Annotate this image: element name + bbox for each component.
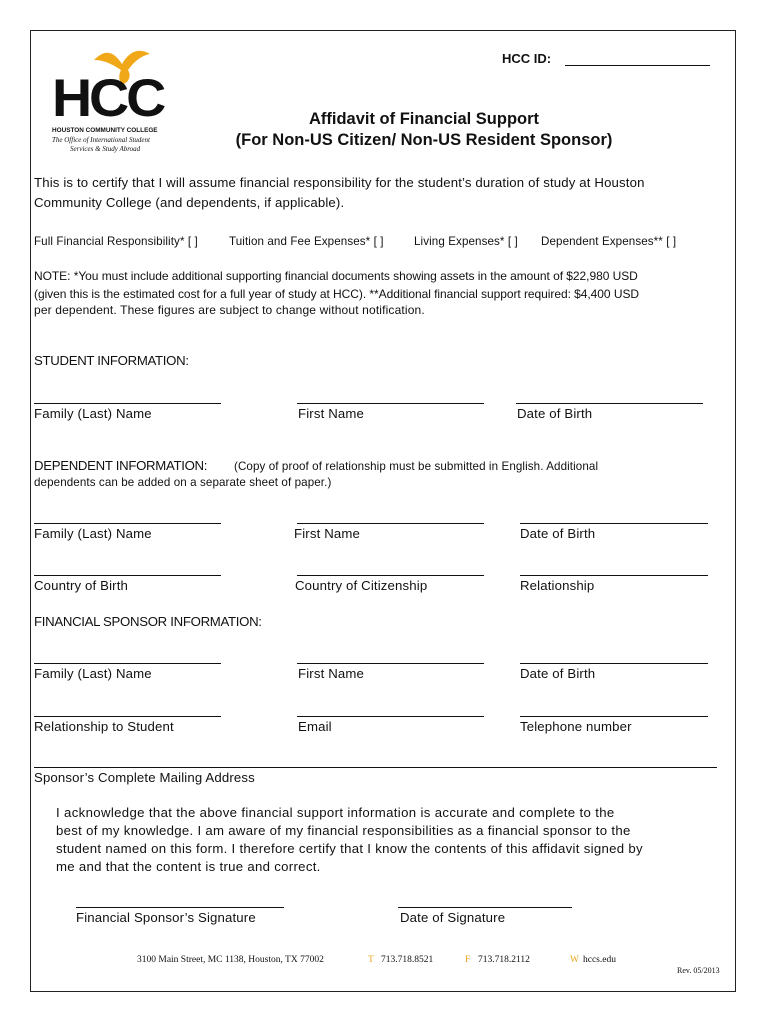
footer-fax-letter: F	[465, 955, 471, 965]
student-first-name-label: First Name	[298, 406, 364, 421]
dependent-relationship-label: Relationship	[520, 578, 595, 593]
form-subtitle: (For Non-US Citizen/ Non-US Resident Sponsor)	[235, 131, 613, 149]
form-title: Affidavit of Financial Support	[308, 110, 540, 128]
dependent-first-name-label: First Name	[294, 526, 360, 541]
acknowledge-line-2: best of my knowledge. I am aware of my financial responsibilities as a financial sponsor to the	[56, 823, 631, 838]
sponsor-relationship-field[interactable]	[34, 716, 221, 717]
dependent-note-line-2: dependents can be added on a separate sheet of paper.)	[34, 476, 332, 489]
sponsor-phone-field[interactable]	[520, 716, 708, 717]
sponsor-signature-label: Financial Sponsor’s Signature	[76, 910, 256, 925]
sponsor-family-name-field[interactable]	[34, 663, 221, 664]
student-info-heading: STUDENT INFORMATION:	[34, 353, 189, 368]
option-living[interactable]: Living Expenses* [ ]	[414, 235, 518, 248]
hcc-id-field[interactable]	[565, 65, 710, 66]
footer-fax: 713.718.2112	[478, 955, 530, 965]
student-dob-field[interactable]	[516, 403, 703, 404]
footer-revision: Rev. 05/2013	[677, 966, 720, 975]
student-family-name-field[interactable]	[34, 403, 221, 404]
dependent-family-name-label: Family (Last) Name	[34, 526, 152, 541]
footer-web-letter: W	[570, 955, 579, 965]
option-full-financial[interactable]: Full Financial Responsibility* [ ]	[34, 235, 198, 248]
note-line-1: NOTE: *You must include additional supporting financial documents showing assets in the amount of $22,980 USD	[34, 269, 638, 283]
dependent-country-birth-field[interactable]	[34, 575, 221, 576]
student-dob-label: Date of Birth	[517, 406, 593, 421]
dependent-citizenship-label: Country of Citizenship	[295, 578, 428, 593]
sponsor-first-name-field[interactable]	[297, 663, 484, 664]
dependent-relationship-field[interactable]	[520, 575, 708, 576]
sponsor-dob-field[interactable]	[520, 663, 708, 664]
note-line-2: (given this is the estimated cost for a full year of study at HCC). **Additional financial support required: $4,400 USD	[34, 287, 640, 301]
dependent-info-heading: DEPENDENT INFORMATION:	[34, 458, 208, 473]
signature-date-field[interactable]	[398, 907, 572, 908]
student-family-name-label: Family (Last) Name	[34, 406, 152, 421]
acknowledge-line-4: me and that the content is true and correct.	[56, 859, 321, 874]
footer-web[interactable]: hccs.edu	[583, 955, 616, 965]
dependent-citizenship-field[interactable]	[297, 575, 484, 576]
dependent-dob-label: Date of Birth	[520, 526, 596, 541]
intro-line-2: Community College (and dependents, if applicable).	[34, 195, 345, 210]
footer-phone: 713.718.8521	[381, 955, 434, 965]
dependent-family-name-field[interactable]	[34, 523, 221, 524]
sponsor-first-name-label: First Name	[298, 666, 364, 681]
sponsor-dob-label: Date of Birth	[520, 666, 596, 681]
student-first-name-field[interactable]	[297, 403, 484, 404]
footer-address: 3100 Main Street, MC 1138, Houston, TX 77002	[137, 955, 324, 965]
option-tuition[interactable]: Tuition and Fee Expenses* [ ]	[229, 235, 384, 248]
signature-date-label: Date of Signature	[400, 910, 506, 925]
dependent-country-birth-label: Country of Birth	[34, 578, 129, 593]
note-line-3: per dependent. These figures are subject to change without notification.	[34, 303, 425, 317]
logo-office: The Office of International Student	[52, 136, 150, 144]
dependent-note-line-1: (Copy of proof of relationship must be submitted in English. Additional	[234, 460, 599, 473]
dependent-dob-field[interactable]	[520, 523, 708, 524]
intro-line-1: This is to certify that I will assume financial responsibility for the student’s duration of study at Houston	[34, 175, 645, 190]
acknowledge-line-1: I acknowledge that the above financial support information is accurate and complete to the	[56, 805, 615, 820]
footer-phone-letter: T	[368, 955, 374, 965]
acknowledge-line-3: student named on this form. I therefore certify that I know the contents of this affidavit signed by	[56, 841, 643, 856]
logo-office-2: Services & Study Abroad	[70, 145, 141, 153]
sponsor-phone-label: Telephone number	[520, 719, 632, 734]
sponsor-info-heading: FINANCIAL SPONSOR INFORMATION:	[34, 614, 262, 629]
sponsor-relationship-label: Relationship to Student	[34, 719, 174, 734]
logo-college: HOUSTON COMMUNITY COLLEGE	[52, 127, 158, 134]
sponsor-address-field[interactable]	[34, 767, 717, 768]
sponsor-email-field[interactable]	[297, 716, 484, 717]
hcc-id-label: HCC ID:	[502, 51, 552, 66]
dependent-first-name-field[interactable]	[297, 523, 484, 524]
logo-letters: HCC	[52, 69, 164, 128]
sponsor-family-name-label: Family (Last) Name	[34, 666, 152, 681]
sponsor-email-label: Email	[298, 719, 332, 734]
option-dependent[interactable]: Dependent Expenses** [ ]	[541, 235, 677, 248]
sponsor-address-label: Sponsor’s Complete Mailing Address	[34, 770, 255, 785]
sponsor-signature-field[interactable]	[76, 907, 284, 908]
